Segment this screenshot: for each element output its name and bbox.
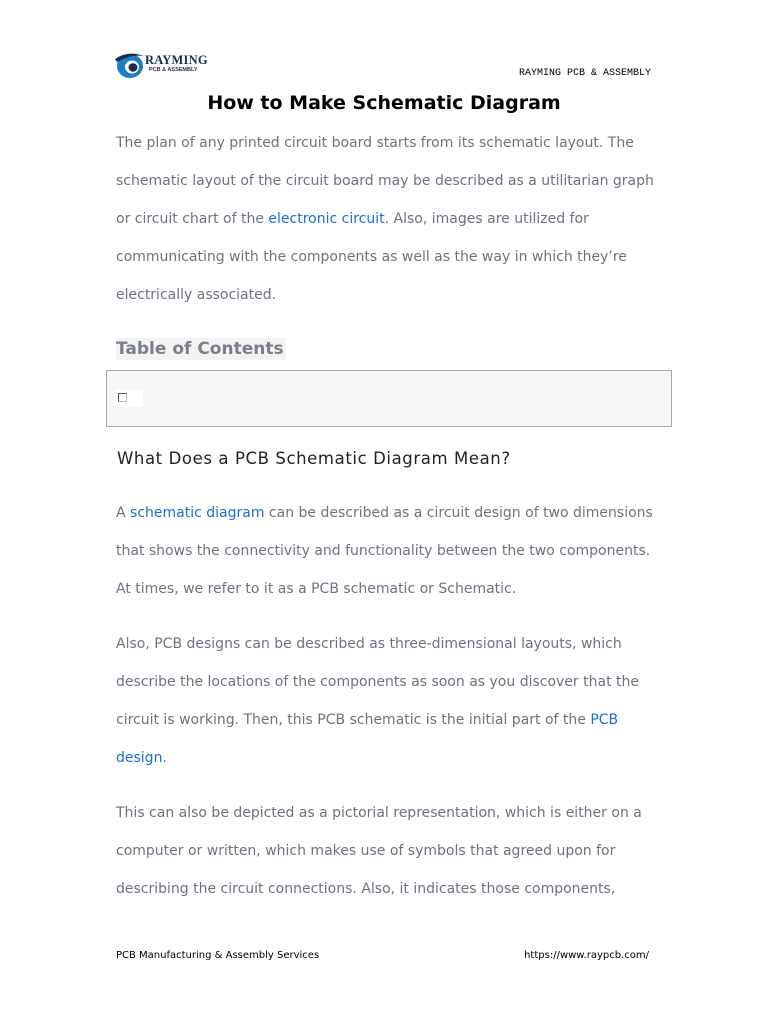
page-title: How to Make Schematic Diagram: [207, 92, 561, 114]
footer-services: PCB Manufacturing & Assembly Services: [116, 950, 320, 961]
intro-text-1: The plan of any printed circuit board starts from its schematic layout. The schematic layout of the circuit board may be described as a utilitarian graph or circuit chart of the: [116, 135, 654, 227]
para2-text-2: .: [162, 750, 167, 766]
section-paragraph-2: [116, 625, 661, 777]
intro-paragraph: [116, 124, 656, 314]
para2-text-1: Also, PCB designs can be described as three-dimensional layouts, which describe the locations of the components as soon as you discover that the circuit is working. Then, this PCB schematic is the initial part of the: [116, 636, 639, 728]
section-paragraph-3: [116, 794, 661, 908]
toggle-icon: [118, 393, 127, 402]
logo-subtitle: PCB & ASSEMBLY: [149, 67, 198, 73]
toc-title: Table of Contents: [116, 339, 284, 359]
rayming-logo[interactable]: [114, 50, 224, 80]
intro-section: [116, 124, 656, 314]
pcb-design-link[interactable]: PCB design: [116, 712, 619, 766]
intro-text-2: . Also, images are utilized for communicating with the components as well as the way in which they’re electrically associated.: [116, 211, 627, 303]
section-paragraph-1: [116, 494, 661, 608]
toc-container: [106, 370, 672, 427]
electronic-circuit-link[interactable]: electronic circuit: [268, 211, 385, 227]
rayming-logo-icon: [114, 50, 146, 80]
paragraph-text: This can also be depicted as a pictorial representation, which is either on a computer or written, which makes use of symbols that agreed upon for describing the circuit connections. Also, it indicates those components,: [116, 805, 642, 897]
footer-url[interactable]: https://www.raypcb.com/: [524, 950, 649, 961]
logo-name: RAYMING: [145, 53, 208, 67]
schematic-diagram-link[interactable]: schematic diagram: [130, 505, 265, 521]
toc-toggle-button[interactable]: [115, 390, 143, 407]
paragraph-text: [116, 494, 661, 608]
para1-text-2: can be described as a circuit design of two dimensions that shows the connectivity and functionality between the two components. At times, we refer to it as a PCB schematic or Schematic.: [116, 505, 653, 597]
paragraph-text: [116, 625, 661, 777]
header-company-name: RAYMING PCB & ASSEMBLY: [518, 68, 651, 79]
para1-text-1: A: [116, 505, 131, 521]
section-heading: What Does a PCB Schematic Diagram Mean?: [117, 449, 511, 468]
